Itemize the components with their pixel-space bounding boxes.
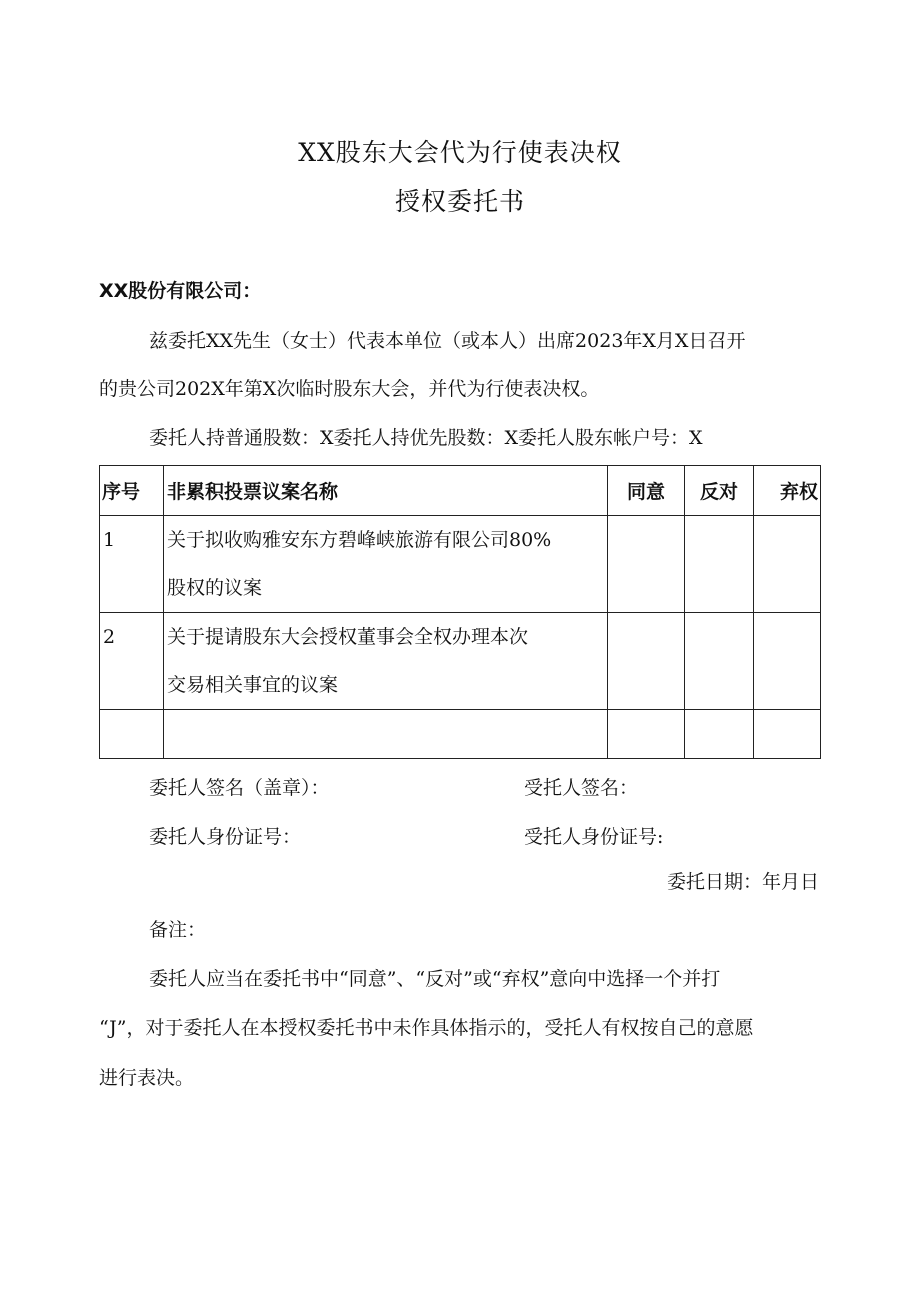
header-agree: 同意 — [608, 466, 685, 516]
empty-cell — [100, 710, 164, 759]
motion-name-line-2: 股权的议案 — [167, 577, 263, 599]
addressee: XX股份有限公司： — [99, 280, 262, 302]
abstain-cell[interactable] — [754, 613, 821, 710]
abstain-cell[interactable] — [754, 516, 821, 613]
motion-name-line-2: 交易相关事宜的议案 — [167, 674, 339, 696]
header-no: 序号 — [100, 466, 164, 516]
notes-line-2: “J”，对于委托人在本授权委托书中未作具体指示的，受托人有权按自己的意愿 — [99, 1017, 754, 1039]
agent-id-label: 受托人身份证号: — [524, 826, 664, 848]
principal-signature-label: 委托人签名（盖章）： — [149, 777, 330, 799]
agree-cell[interactable] — [608, 516, 685, 613]
body-paragraph-line-2: 的贵公司202X年第X次临时股东大会，并代为行使表决权。 — [99, 378, 600, 400]
row-no: 2 — [103, 626, 116, 648]
agree-cell[interactable] — [608, 613, 685, 710]
empty-cell — [164, 710, 608, 759]
motion-name-cell — [164, 613, 608, 710]
motions-table — [99, 465, 821, 759]
header-abstain: 弃权 — [754, 466, 821, 516]
notes-line-1: 委托人应当在委托书中“同意”、“反对”或“弃权”意向中选择一个并打 — [149, 968, 721, 990]
oppose-cell[interactable] — [685, 613, 754, 710]
empty-cell[interactable] — [685, 710, 754, 759]
motion-name-line-1: 关于拟收购雅安东方碧峰峡旅游有限公司80% — [167, 529, 552, 551]
body-paragraph-line-1: 兹委托XX先生（女士）代表本单位（或本人）出席2023年X月X日召开 — [149, 330, 746, 352]
document-title: XX股东大会代为行使表决权 — [298, 138, 622, 167]
row-no-cell — [100, 516, 164, 613]
empty-cell[interactable] — [754, 710, 821, 759]
document-subtitle: 授权委托书 — [394, 187, 525, 216]
table-row — [100, 613, 821, 710]
table-row-empty — [100, 710, 821, 759]
shares-info-line: 委托人持普通股数：X委托人持优先股数：X委托人股东帐户号：X — [149, 427, 703, 449]
table-header-row — [100, 466, 821, 516]
header-motion-name: 非累积投票议案名称 — [164, 466, 608, 516]
empty-cell[interactable] — [608, 710, 685, 759]
oppose-cell[interactable] — [685, 516, 754, 613]
row-no: 1 — [103, 529, 116, 551]
table-row — [100, 516, 821, 613]
agent-signature-label: 受托人签名： — [524, 777, 639, 799]
row-no-cell — [100, 613, 164, 710]
header-oppose: 反对 — [685, 466, 754, 516]
motion-name-cell — [164, 516, 608, 613]
entrust-date-label: 委托日期：年月日 — [666, 871, 819, 893]
notes-label: 备注： — [149, 919, 207, 941]
principal-id-label: 委托人身份证号： — [149, 826, 302, 848]
motion-name-line-1: 关于提请股东大会授权董事会全权办理本次 — [167, 626, 529, 648]
notes-line-3: 进行表决。 — [99, 1067, 195, 1089]
